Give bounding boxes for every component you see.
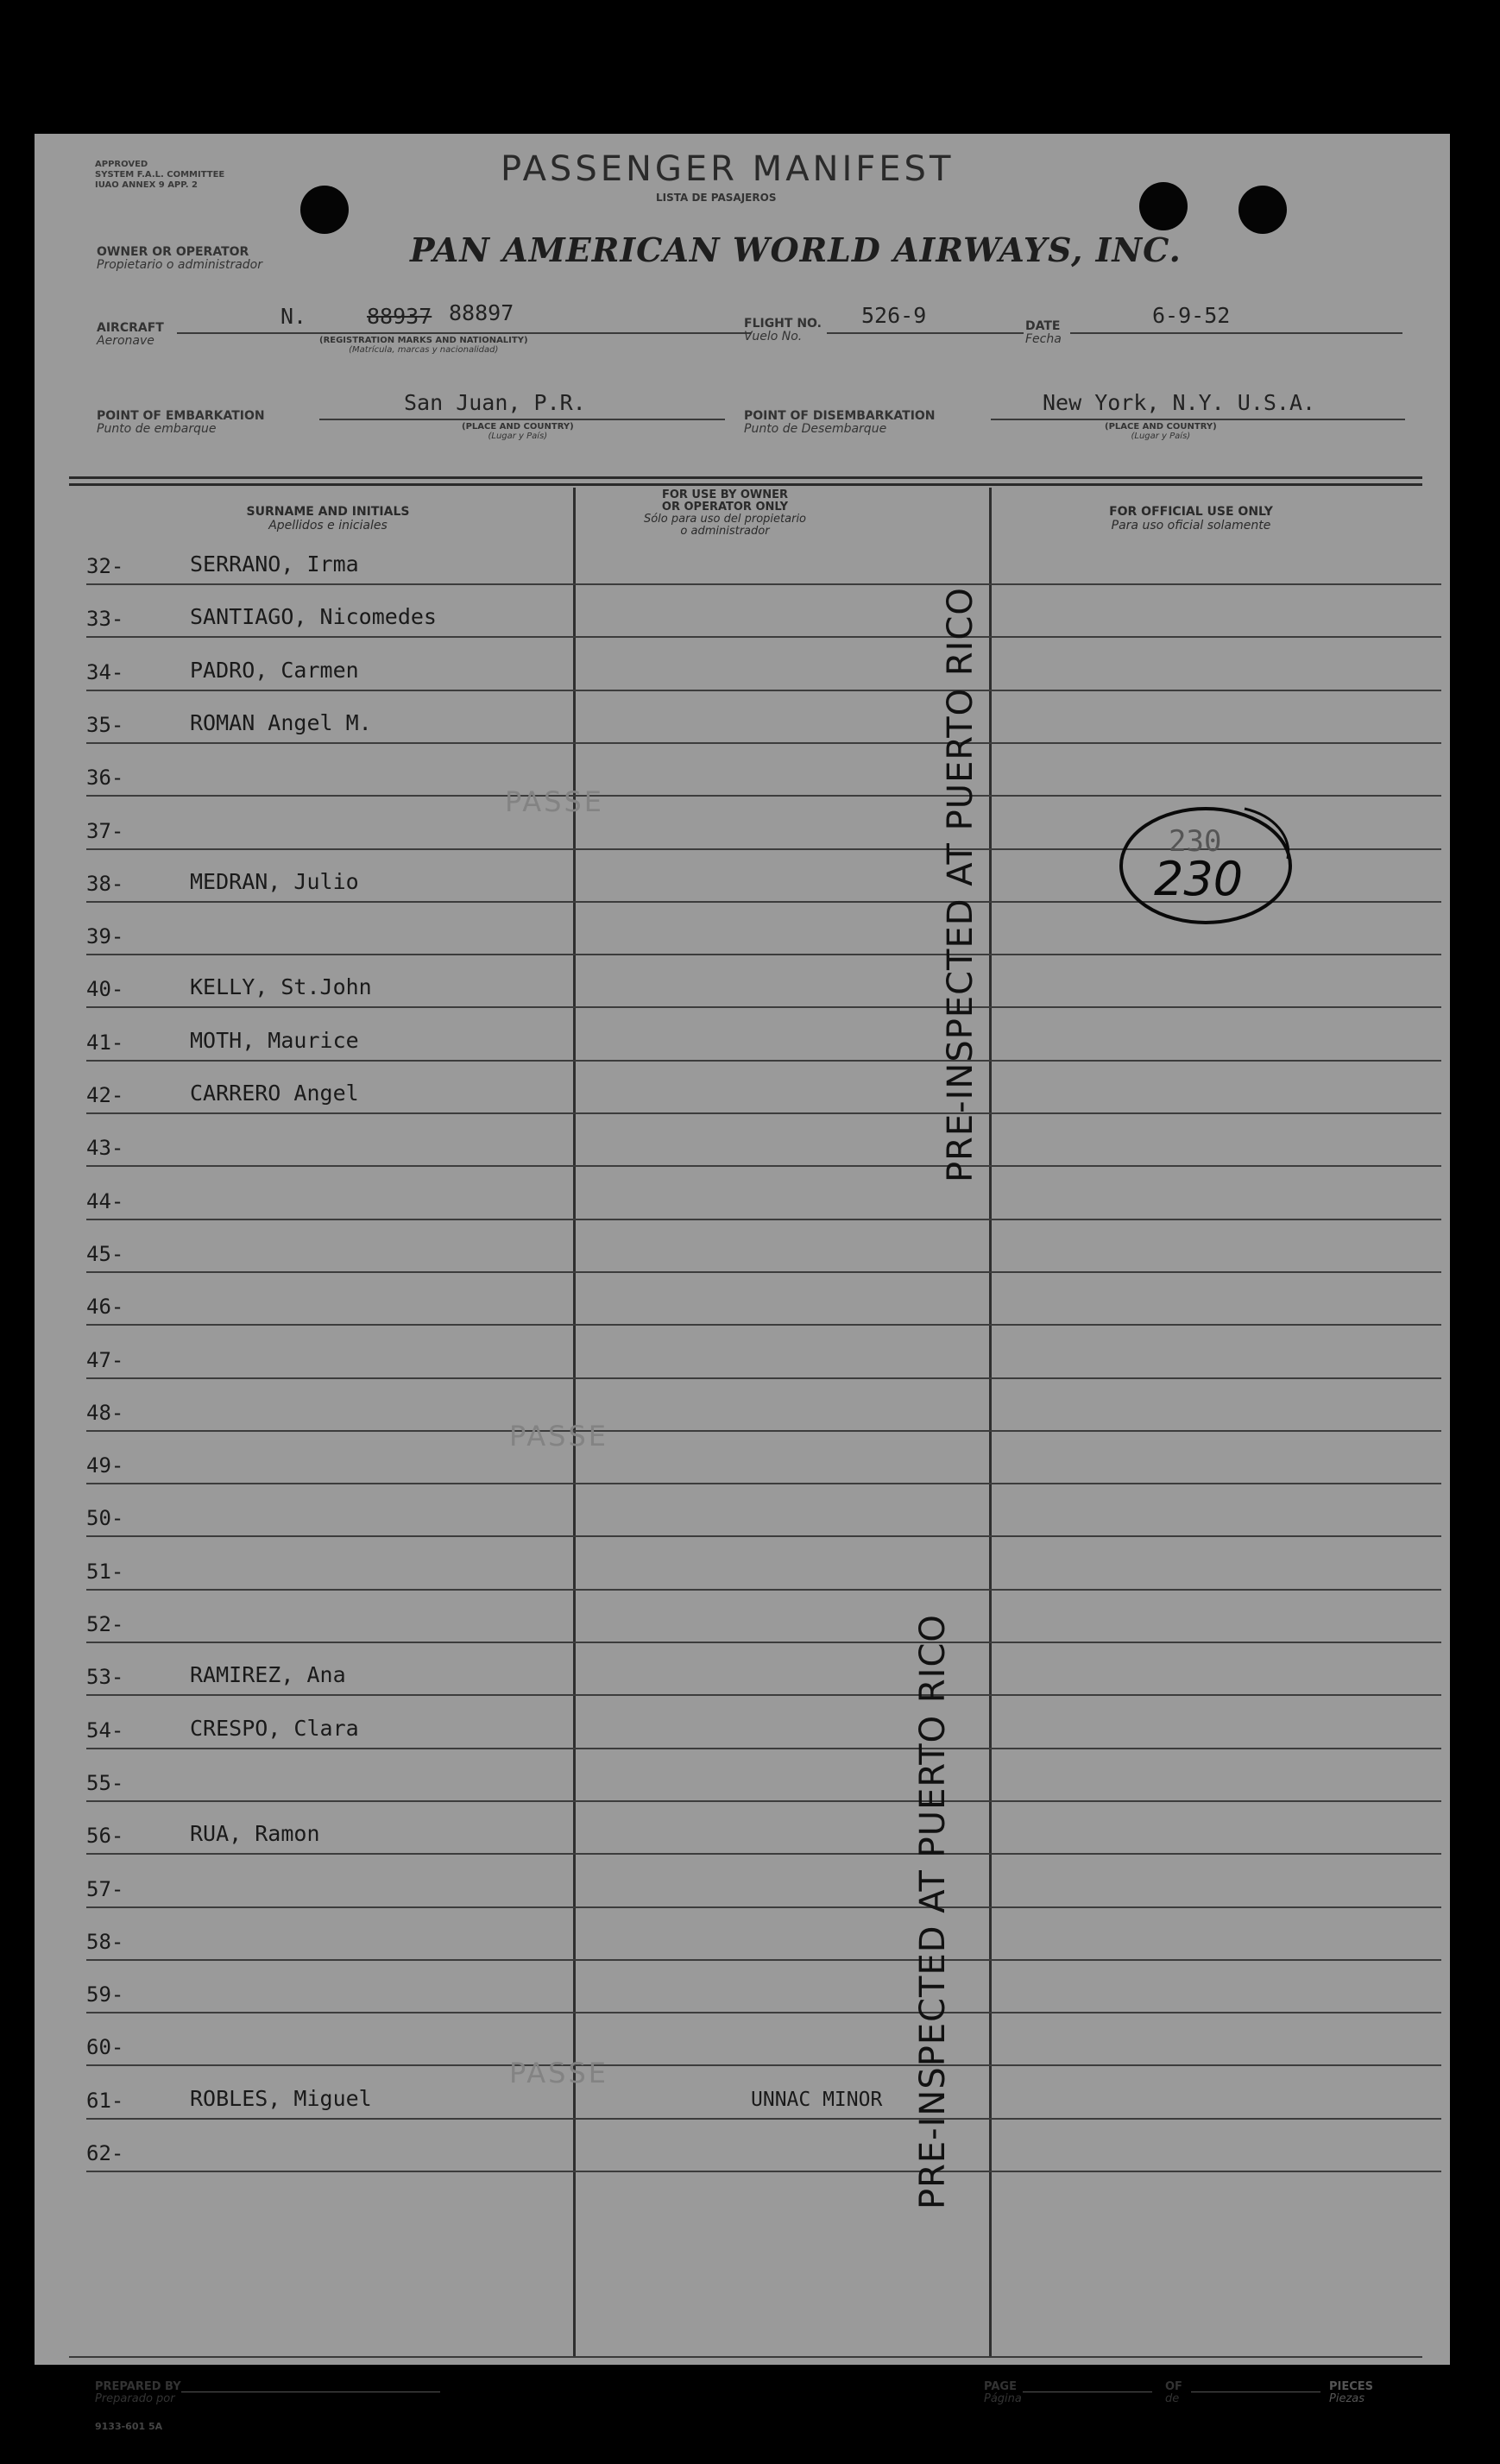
row-number: 39- <box>86 924 124 949</box>
row-number: 62- <box>86 2141 124 2165</box>
table-row <box>86 1168 1441 1220</box>
passenger-name: RUA, Ramon <box>190 1821 320 1847</box>
embark-place-label-text: (PLACE AND COUNTRY) <box>462 422 574 432</box>
row-number: 44- <box>86 1188 124 1213</box>
table-row <box>86 533 1441 585</box>
table-row <box>86 955 1441 1008</box>
passenger-name: PADRO, Carmen <box>190 657 359 683</box>
prepared-label-text: PREPARED BY <box>95 2380 181 2393</box>
row-number: 38- <box>86 871 124 896</box>
registration-label-es: (Matrícula, marcas y nacionalidad) <box>349 345 499 355</box>
table-row <box>86 1062 1441 1114</box>
aircraft-label-text: AIRCRAFT <box>97 321 164 335</box>
table-row <box>86 1432 1441 1484</box>
ghost-passe-3: PASSE <box>509 2057 608 2089</box>
table-row <box>86 1327 1441 1379</box>
row-number: 49- <box>86 1453 124 1478</box>
approval-line-2: SYSTEM F.A.L. COMMITTEE <box>95 170 225 180</box>
header-rule-2 <box>69 483 1422 486</box>
column-header-owner-use-es-2: o administrador <box>680 525 770 538</box>
page-label-es: Página <box>984 2392 1022 2405</box>
column-header-official-use-text: FOR OFFICIAL USE ONLY <box>1109 505 1273 519</box>
column-header-owner-use-2: OR OPERATOR ONLY <box>661 501 789 514</box>
approval-block <box>95 160 224 191</box>
row-number: 56- <box>86 1824 124 1849</box>
row-number: 51- <box>86 1559 124 1584</box>
column-header-owner-use <box>596 489 854 538</box>
table-row <box>86 1856 1441 1908</box>
table-row <box>86 1697 1441 1749</box>
row-number: 42- <box>86 1083 124 1107</box>
passenger-name: ROBLES, Miguel <box>190 2085 372 2111</box>
table-row <box>86 1538 1441 1591</box>
aircraft-label <box>97 322 164 348</box>
row-number: 61- <box>86 2088 124 2113</box>
punch-hole-right-2 <box>1238 186 1287 234</box>
row-rule <box>86 2171 1441 2172</box>
pre-inspected-stamp-lower: PRE-INSPECTED AT PUERTO RICO <box>913 1614 953 2209</box>
flight-label-es: Vuelo No. <box>744 330 803 343</box>
aircraft-struck: 88937 <box>367 304 432 329</box>
aircraft-prefix: N. <box>280 304 307 329</box>
pre-inspected-stamp-upper: PRE-INSPECTED AT PUERTO RICO <box>941 587 980 1182</box>
header-rule-1 <box>69 476 1422 479</box>
disembark-place-label-es: (Lugar y País) <box>1131 432 1191 441</box>
table-row <box>86 2013 1441 2066</box>
row-number: 53- <box>86 1665 124 1690</box>
table-row <box>86 1643 1441 1696</box>
row-number: 43- <box>86 1136 124 1161</box>
aircraft-value: 88897 <box>449 300 514 325</box>
of-label-text: OF <box>1165 2380 1182 2393</box>
row-number: 57- <box>86 1876 124 1901</box>
circled-number-value: 230 <box>1154 852 1244 906</box>
form-number: 9133-601 5A <box>95 2421 163 2432</box>
circled-number-faint: 230 <box>1169 824 1222 859</box>
column-header-surname <box>190 505 466 533</box>
column-header-owner-use-1: FOR USE BY OWNER <box>661 488 789 501</box>
pieces-label-text: PIECES <box>1329 2380 1374 2393</box>
row-number: 55- <box>86 1770 124 1795</box>
of-label <box>1165 2381 1182 2405</box>
date-value: 6-9-52 <box>1152 303 1231 328</box>
flight-value: 526-9 <box>861 303 927 328</box>
date-label-es: Fecha <box>1025 332 1062 346</box>
table-row <box>86 1802 1441 1855</box>
disembark-value: New York, N.Y. U.S.A. <box>1043 390 1316 415</box>
table-row <box>86 1908 1441 1961</box>
passenger-name: SANTIAGO, Nicomedes <box>190 604 437 630</box>
passenger-name: RAMIREZ, Ana <box>190 1662 346 1688</box>
passenger-name: SERRANO, Irma <box>190 551 359 577</box>
embark-underline <box>319 419 725 420</box>
table-row <box>86 1484 1441 1537</box>
table-row <box>86 639 1441 691</box>
punch-hole-left <box>300 186 349 234</box>
passenger-name: MEDRAN, Julio <box>190 868 359 894</box>
passenger-name: ROMAN Angel M. <box>190 709 372 735</box>
of-label-es: de <box>1165 2392 1180 2405</box>
row-number: 52- <box>86 1612 124 1636</box>
approval-line-3: IUAO ANNEX 9 APP. 2 <box>95 180 198 190</box>
row-number: 32- <box>86 554 124 578</box>
flight-label <box>744 318 822 343</box>
row-number: 48- <box>86 1400 124 1425</box>
document-subtitle: LISTA DE PASAJEROS <box>656 192 777 204</box>
row-number: 60- <box>86 2035 124 2060</box>
date-underline <box>1070 332 1402 334</box>
table-row <box>86 585 1441 638</box>
passenger-name: KELLY, St.John <box>190 974 372 1000</box>
column-header-official-use <box>1053 505 1329 533</box>
owner-use-note: UNNAC MINOR <box>751 2088 883 2111</box>
date-label-text: DATE <box>1025 319 1061 333</box>
table-row <box>86 744 1441 797</box>
flight-label-text: FLIGHT NO. <box>744 317 822 331</box>
disembark-label-text: POINT OF DISEMBARKATION <box>744 409 936 423</box>
table-row <box>86 2067 1441 2120</box>
row-number: 59- <box>86 1982 124 2007</box>
punch-hole-right-1 <box>1139 182 1188 230</box>
row-number: 45- <box>86 1241 124 1266</box>
ghost-passe-2: PASSE <box>509 1420 608 1453</box>
disembark-place-label <box>1105 422 1217 441</box>
row-number: 36- <box>86 766 124 791</box>
document-title: PASSENGER MANIFEST <box>501 149 955 189</box>
passenger-name: MOTH, Maurice <box>190 1027 359 1053</box>
footer-rule <box>69 2356 1422 2358</box>
column-header-official-use-es: Para uso oficial solamente <box>1111 519 1271 533</box>
disembark-label-es: Punto de Desembarque <box>744 422 887 436</box>
approval-line-1: APPROVED <box>95 160 148 169</box>
prepared-label-es: Preparado por <box>95 2392 175 2405</box>
circled-number <box>1115 798 1296 928</box>
aircraft-underline <box>177 332 751 334</box>
embark-label-text: POINT OF EMBARKATION <box>97 409 265 423</box>
row-number: 54- <box>86 1717 124 1742</box>
prepared-label <box>95 2381 181 2405</box>
passenger-name: CARRERO Angel <box>190 1081 359 1106</box>
table-row <box>86 1961 1441 2013</box>
pieces-label <box>1329 2381 1373 2405</box>
registration-label-text: (REGISTRATION MARKS AND NATIONALITY) <box>319 336 528 345</box>
row-number: 40- <box>86 977 124 1002</box>
passenger-name: CRESPO, Clara <box>190 1715 359 1741</box>
page-label <box>984 2381 1022 2405</box>
embark-place-label <box>462 422 574 441</box>
row-number: 33- <box>86 607 124 632</box>
table-row <box>86 1009 1441 1062</box>
table-row <box>86 1749 1441 1802</box>
page-label-text: PAGE <box>984 2380 1017 2393</box>
owner-label <box>97 246 262 272</box>
disembark-place-label-text: (PLACE AND COUNTRY) <box>1105 422 1217 432</box>
table-row <box>86 691 1441 744</box>
column-header-surname-es: Apellidos e iniciales <box>268 519 388 533</box>
manifest-sheet <box>35 134 1450 2432</box>
embark-value: San Juan, P.R. <box>404 390 586 415</box>
table-row <box>86 1220 1441 1273</box>
row-number: 41- <box>86 1030 124 1055</box>
table-row <box>86 2120 1441 2172</box>
embark-label <box>97 410 265 436</box>
owner-value: PAN AMERICAN WORLD AIRWAYS, INC. <box>410 230 1182 269</box>
row-number: 50- <box>86 1506 124 1531</box>
table-row <box>86 1114 1441 1167</box>
row-number: 34- <box>86 659 124 684</box>
row-number: 46- <box>86 1295 124 1320</box>
embark-label-es: Punto de embarque <box>97 422 217 436</box>
table-row <box>86 1273 1441 1326</box>
date-label <box>1025 320 1062 346</box>
row-number: 58- <box>86 1929 124 1954</box>
column-header-surname-text: SURNAME AND INITIALS <box>246 505 410 519</box>
disembark-underline <box>991 419 1405 420</box>
table-row <box>86 1591 1441 1643</box>
registration-label <box>319 336 528 355</box>
owner-label-es: Propietario o administrador <box>97 258 262 272</box>
row-number: 37- <box>86 818 124 843</box>
pieces-label-es: Piezas <box>1329 2392 1365 2405</box>
embark-place-label-es: (Lugar y País) <box>488 432 548 441</box>
flight-underline <box>827 332 1024 334</box>
column-header-owner-use-es-1: Sólo para uso del propietario <box>643 513 807 526</box>
aircraft-label-es: Aeronave <box>97 334 154 348</box>
owner-label-text: OWNER OR OPERATOR <box>97 245 249 259</box>
row-number: 35- <box>86 712 124 737</box>
table-row <box>86 1379 1441 1432</box>
ghost-passe-1: PASSE <box>505 785 604 818</box>
row-number: 47- <box>86 1347 124 1372</box>
disembark-label <box>744 410 936 436</box>
